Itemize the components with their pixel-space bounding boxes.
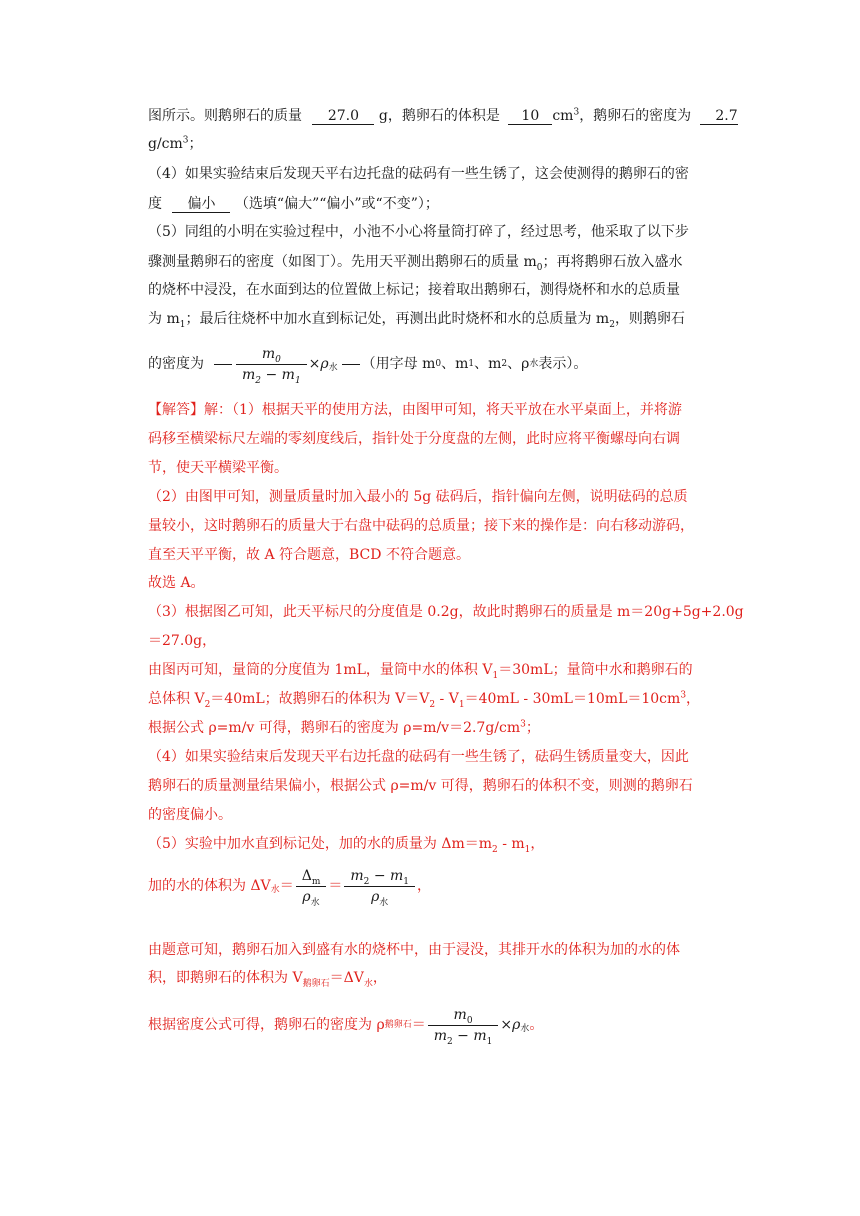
dv-water-sub: 水 xyxy=(363,978,373,989)
m1-c: m xyxy=(473,1027,487,1044)
solution-line-3: 节，使天平横梁平衡。 xyxy=(148,460,288,476)
final-den xyxy=(428,1026,499,1047)
q4-line-1: （4）如果实验结束后发现天平右边托盘的砝码有一些生锈了，这会使测得的鹅卵石的密 xyxy=(148,166,689,182)
rho-den-1-sub: 水 xyxy=(310,897,320,908)
m1-sub-b: 1 xyxy=(403,876,410,887)
suffix-sep-3: 、ρ xyxy=(507,356,530,372)
volume-unit-sup: 3 xyxy=(573,107,580,118)
solution-line-12-b: ； xyxy=(525,720,540,736)
density-answer: 2.7 xyxy=(700,108,738,125)
den-minus: − xyxy=(261,366,282,383)
v2-sub: 2 xyxy=(204,699,211,710)
final-num xyxy=(428,1007,499,1026)
equals-3: ＝ xyxy=(411,1017,426,1033)
period: 。 xyxy=(529,1017,544,1033)
solution-line-5: 量较小，这时鹅卵石的质量大于右盘中砝码的总质量；接下来的操作是：向右移动游码， xyxy=(148,518,694,534)
solution-line-19-b: ＝ΔV xyxy=(329,970,364,986)
q5-line-4-text-b: ；最后往烧杯中加水直到标记处，再测出此时烧杯和水的总质量为 m xyxy=(185,311,610,327)
solution-line-10 xyxy=(148,660,693,680)
solution-line-10-b: ＝30mL；量筒中水和鹅卵石的 xyxy=(498,662,693,678)
q5-line-1: （5）同组的小明在实验过程中，小池不小心将量筒打碎了，经过思考，他采取了以下步 xyxy=(148,224,689,240)
suffix-sep-1: 、m xyxy=(441,356,469,372)
times-sign-final: × xyxy=(500,1017,513,1033)
q4-suffix: （选填“偏大”“偏小”或“不变”）； xyxy=(234,196,439,212)
volume-fraction-1-num xyxy=(296,868,327,887)
volume-fraction-1 xyxy=(296,867,327,908)
den-sub-b: 1 xyxy=(294,375,301,386)
density-text: ，鹅卵石的密度为 xyxy=(579,108,692,124)
solution-line-10-a: 由图丙可知，量筒的分度值为 1mL，量筒中水的体积 V xyxy=(148,662,493,678)
volume-fraction-2-den xyxy=(344,887,415,908)
q5-suffix-b: 表示）。 xyxy=(538,356,588,372)
den-m-a: m xyxy=(242,366,256,383)
q5-line-4-text: 为 m xyxy=(148,311,180,327)
m2-c: m xyxy=(433,1027,447,1044)
v1-sub: 1 xyxy=(492,670,499,681)
solution-line-11-e: ， xyxy=(686,691,701,707)
rho-symbol: ρ xyxy=(320,356,329,372)
solution-line-11-d: ＝40mL - 30mL＝10mL＝10cm xyxy=(464,691,681,707)
cm3-sup: 3 xyxy=(680,690,687,701)
rho-final: ρ xyxy=(512,1017,521,1033)
solution-line-6: 直至天平平衡，故 A 符合题意，BCD 不符合题意。 xyxy=(148,547,470,563)
num-m: m xyxy=(261,345,276,362)
num-sub: 0 xyxy=(275,354,281,365)
den-sub-a: 2 xyxy=(255,375,262,386)
v-stone-sub: 鹅卵石 xyxy=(302,978,330,989)
minus: − xyxy=(369,867,391,884)
equals-2: ＝ xyxy=(328,878,343,894)
q3-line-2 xyxy=(148,134,203,154)
solution-line-13: （4）如果实验结束后发现天平右边托盘的砝码有一些生锈了，砝码生锈质量变大，因此 xyxy=(148,749,689,765)
times-sign: × xyxy=(308,356,321,372)
final-density-fraction xyxy=(428,1006,499,1047)
q3-text: 图所示。则鹅卵石的质量 xyxy=(148,108,302,124)
q5-line-4-text-c: ，则鹅卵石 xyxy=(614,311,685,327)
m2: m xyxy=(350,867,364,884)
density-unit-sup: 3 xyxy=(182,135,189,146)
q5-line-3: 的烧杯中浸没，在水面到达的位置做上标记；接着取出鹅卵石，测得烧杯和水的总质量 xyxy=(148,282,680,298)
solution-line-20-a: 根据密度公式可得，鹅卵石的密度为 ρ xyxy=(148,1017,385,1033)
m0-sub-b: 0 xyxy=(466,1015,473,1026)
solution-line-16 xyxy=(148,834,544,854)
rho-sub: 水 xyxy=(328,363,338,373)
q4-line-2 xyxy=(148,194,439,214)
rho-final-sub: 水 xyxy=(520,1024,530,1034)
dm-sub-1: 1 xyxy=(524,844,531,855)
q5-line-5: 的密度为 $\frac{m_0}{m_2 - m_1}$ × ρ 水 （用字母 m 0 、m 1 、m 2 、ρ 水 表示）。 xyxy=(148,345,588,386)
v2-sub-b: 2 xyxy=(429,699,436,710)
solution-line-19-c: ， xyxy=(372,970,387,986)
answer-blank-right xyxy=(342,364,360,365)
density-unit: g/cm xyxy=(148,136,183,152)
m1-sub-c: 1 xyxy=(486,1036,493,1047)
q3-line-1 xyxy=(148,106,738,126)
m2-sub-c: 2 xyxy=(446,1036,453,1047)
q5-line-2 xyxy=(148,252,682,272)
rho-den-2-sub: 水 xyxy=(379,897,389,908)
solution-line-12 xyxy=(148,718,540,738)
solution-line-11-b: ＝40mL；故鹅卵石的体积为 V＝V xyxy=(210,691,430,707)
q4-prefix: 度 xyxy=(148,196,162,212)
dv-sub: 水 xyxy=(270,885,280,895)
solution-line-7: 故选 A。 xyxy=(148,575,205,591)
answer-blank-left xyxy=(214,364,232,365)
solution-line-19-a: 积，即鹅卵石的体积为 V xyxy=(148,970,303,986)
q5-suffix-a: （用字母 m xyxy=(361,356,436,372)
solution-line-12-a: 根据公式 ρ=m/v 可得，鹅卵石的密度为 ρ=m/v＝2.7g/cm xyxy=(148,720,521,736)
solution-line-18: 由题意可知，鹅卵石加入到盛有水的烧杯中，由于浸没，其排开水的体积为加的水的体 xyxy=(148,942,680,958)
mass-answer: 27.0 xyxy=(312,108,374,125)
q4-answer: 偏小 xyxy=(172,196,230,213)
volume-fraction-2-num xyxy=(344,868,415,887)
q5-line-4 xyxy=(148,309,685,329)
solution-line-16-a: （5）实验中加水直到标记处，加的水的质量为 Δm＝m xyxy=(148,836,493,852)
delta-sub: m xyxy=(311,876,321,887)
solution-line-1 xyxy=(148,400,682,420)
m0: m xyxy=(453,1006,467,1023)
solution-line-20: 根据密度公式可得，鹅卵石的密度为 ρ 鹅卵石 ＝ $\frac{m_0}{m_2 - m_1}$ × ρ 水 。 xyxy=(148,1006,544,1047)
volume-unit: cm xyxy=(552,108,574,124)
solution-line-9: ＝27.0g， xyxy=(148,633,217,649)
solution-line-11-c: - V xyxy=(435,691,459,707)
solution-line-16-b: - m xyxy=(497,836,525,852)
suffix-sep-2: 、m xyxy=(474,356,502,372)
mass-unit-text: g，鹅卵石的体积是 xyxy=(378,108,500,124)
solution-line-17 xyxy=(148,862,431,910)
volume-fraction-2 xyxy=(344,867,415,908)
solution-line-4: （2）由图甲可知，测量质量时加入最小的 5g 砝码后，指针偏向左侧，说明砝码的总质 xyxy=(148,489,688,505)
solution-line-17-a: 加的水的体积为 ΔV xyxy=(148,878,271,894)
m1-sub: 1 xyxy=(179,319,186,330)
solution-line-14: 鹅卵石的质量测量结果偏小，根据公式 ρ=m/v 可得，鹅卵石的体积不变，则测的鹅卵石 xyxy=(148,778,693,794)
q5-line-5-prefix: 的密度为 xyxy=(148,356,204,372)
m2-sub: 2 xyxy=(609,319,615,330)
m1: m xyxy=(390,867,404,884)
m0-sub: 0 xyxy=(536,262,543,273)
solution-line-8: （3）根据图乙可知，此天平标尺的分度值是 0.2g，故此时鹅卵石的质量是 m＝20g+5g+2.0g xyxy=(148,604,744,620)
solution-line-16-c: ， xyxy=(530,836,545,852)
solution-line-1-text: 解：（1）根据天平的使用方法，由图甲可知，将天平放在水平桌面上，并将游 xyxy=(204,402,682,418)
solution-line-15: 的密度偏小。 xyxy=(148,807,232,823)
fraction-denominator xyxy=(236,365,307,386)
comma: ， xyxy=(417,878,432,894)
solution-line-2: 码移至横梁标尺左端的零刻度线后，指针处于分度盘的左侧，此时应将平衡螺母向右调 xyxy=(148,431,680,447)
v1-sub-b: 1 xyxy=(458,699,465,710)
solution-line-11-a: 总体积 V xyxy=(148,691,205,707)
volume-answer: 10 xyxy=(508,108,552,125)
rho-den-1: ρ xyxy=(302,888,311,905)
delta-symbol: Δ xyxy=(301,867,312,884)
gcm3-sup: 3 xyxy=(520,719,526,730)
solution-line-11 xyxy=(148,689,700,709)
q5-line-2-text-b: ；再将鹅卵石放入盛水 xyxy=(542,254,683,270)
rho-den-2: ρ xyxy=(371,888,380,905)
volume-fraction-1-den xyxy=(296,887,327,908)
den-m-b: m xyxy=(281,366,295,383)
solution-line-19 xyxy=(148,968,387,988)
m2-sub-b: 2 xyxy=(363,876,370,887)
dm-sub-2: 2 xyxy=(492,844,498,855)
minus-c: − xyxy=(452,1027,474,1044)
q5-line-2-text: 骤测量鹅卵石的密度（如图丁）。先用天平测出鹅卵石的质量 m xyxy=(148,254,537,270)
density-formula-fraction xyxy=(236,345,307,386)
fraction-numerator xyxy=(236,346,307,365)
q3-end: ； xyxy=(188,136,203,152)
solution-header: 【解答】 xyxy=(148,402,204,418)
equals-1: ＝ xyxy=(279,878,294,894)
